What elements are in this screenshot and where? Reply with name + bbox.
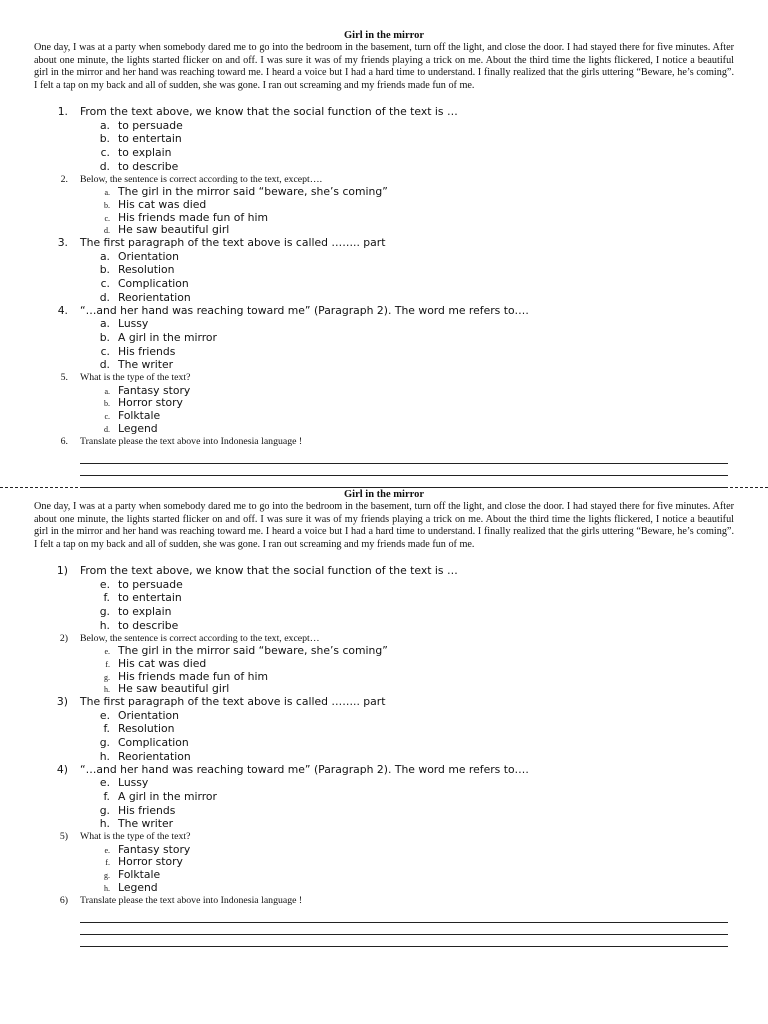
answer-option[interactable] <box>0 250 768 264</box>
option-text: Complication <box>118 736 189 750</box>
option-text: His friends <box>118 803 176 817</box>
option-text: His cat was died <box>118 197 207 211</box>
option-letter: a. <box>104 188 110 198</box>
question-number: 3) <box>56 695 68 709</box>
question-row <box>0 436 768 449</box>
option-text: The writer <box>118 817 174 831</box>
option-text: A girl in the mirror <box>118 330 217 344</box>
answer-option[interactable] <box>0 817 768 831</box>
option-letter: d. <box>99 290 110 304</box>
option-letter: b. <box>104 200 110 210</box>
option-letter: b. <box>99 132 110 146</box>
answer-option[interactable] <box>0 397 768 410</box>
answer-option[interactable] <box>0 591 768 605</box>
option-text: His cat was died <box>118 656 207 670</box>
option-text: He saw beautiful girl <box>118 223 230 237</box>
option-text: to explain <box>118 146 172 160</box>
option-text: Fantasy story <box>118 383 191 397</box>
answer-option[interactable] <box>0 199 768 212</box>
question-row <box>0 305 768 318</box>
option-letter: f. <box>105 659 110 669</box>
option-letter: h. <box>99 817 110 831</box>
question-item <box>0 305 768 373</box>
answer-option[interactable] <box>0 385 768 398</box>
option-letter: g. <box>99 605 110 619</box>
answer-option[interactable] <box>0 671 768 684</box>
answer-area[interactable] <box>80 911 728 947</box>
option-text: The writer <box>118 358 174 372</box>
option-text: Orientation <box>118 249 179 263</box>
option-text: Lussy <box>118 776 149 790</box>
question-list <box>0 565 768 907</box>
option-letter: d. <box>99 358 110 372</box>
answer-line[interactable] <box>80 452 728 464</box>
option-list <box>0 578 768 633</box>
story-title: Girl in the mirror <box>344 489 424 500</box>
option-letter: h. <box>104 685 110 695</box>
question-item <box>0 106 768 174</box>
option-text: He saw beautiful girl <box>118 682 230 696</box>
question-number: 5) <box>59 831 68 843</box>
question-item <box>0 565 768 633</box>
answer-option[interactable] <box>0 750 768 764</box>
question-list <box>0 106 768 448</box>
answer-line[interactable] <box>80 464 728 476</box>
answer-option[interactable] <box>0 331 768 345</box>
cut-here-divider <box>0 487 768 488</box>
answer-option[interactable] <box>0 263 768 277</box>
answer-option[interactable] <box>0 160 768 174</box>
story-paragraph: One day, I was at a party when somebody dared me to go into the bedroom in the basement, turn off the light, and close the door. I had stayed there for five minutes. After about one minute, the lights started flicker on and off. I was sure it was of my friends playing a trick on me. About the third time the lights flickered, I notice a beautiful girl in the mirror and her hand was reaching toward me. I heard a voice but I had a hard time to understand. I finally realized that the girls uttering “Beware, he’s coming”. I felt a tap on my back and all of sudden, she was gone. I ran out screaming and my friends made fun of me. <box>34 42 734 91</box>
question-text: Translate please the text above into Indonesia language ! <box>80 435 303 447</box>
answer-area[interactable] <box>80 452 728 488</box>
answer-option[interactable] <box>0 119 768 133</box>
question-item <box>0 237 768 305</box>
option-text: The girl in the mirror said “beware, she’s coming” <box>118 185 388 199</box>
option-text: Orientation <box>118 708 179 722</box>
option-text: to describe <box>118 159 179 173</box>
answer-option[interactable] <box>0 345 768 359</box>
question-item <box>0 696 768 764</box>
answer-option[interactable] <box>0 317 768 331</box>
answer-option[interactable] <box>0 869 768 882</box>
question-number: 3. <box>57 236 68 250</box>
question-item <box>0 895 768 908</box>
option-list <box>0 317 768 372</box>
answer-option[interactable] <box>0 423 768 436</box>
option-letter: e. <box>99 708 110 722</box>
question-number: 6) <box>59 894 68 906</box>
question-item <box>0 436 768 449</box>
question-row <box>0 106 768 119</box>
option-text: His friends <box>118 344 176 358</box>
answer-option[interactable] <box>0 277 768 291</box>
option-list <box>0 119 768 174</box>
option-text: Resolution <box>118 722 175 736</box>
question-item <box>0 764 768 832</box>
question-number: 4) <box>56 762 68 776</box>
story-paragraph: One day, I was at a party when somebody dared me to go into the bedroom in the basement, turn off the light, and close the door. I had stayed there for five minutes. After about one minute, the lights started flicker on and off. I was sure it was of my friends playing a trick on me. About the third time the lights flickered, I notice a beautiful girl in the mirror and her hand was reaching toward me. I heard a voice but I had a hard time to understand. I finally realized that the girls uttering “Beware, he’s coming”. I felt a tap on my back and all of sudden, she was gone. I ran out screaming and my friends made fun of me. <box>34 501 734 550</box>
answer-option[interactable] <box>0 186 768 199</box>
option-letter: a. <box>99 249 110 263</box>
question-number: 4. <box>57 303 68 317</box>
option-letter: c. <box>100 277 110 291</box>
question-text: From the text above, we know that the social function of the text is … <box>80 564 458 577</box>
question-item <box>0 831 768 895</box>
question-item <box>0 633 768 697</box>
answer-option[interactable] <box>0 804 768 818</box>
question-number: 6. <box>60 435 68 447</box>
option-text: Legend <box>118 880 158 894</box>
question-number: 5. <box>60 372 68 384</box>
option-letter: c. <box>100 146 110 160</box>
option-letter: g. <box>104 871 110 881</box>
question-number: 1) <box>56 564 68 577</box>
option-text: Lussy <box>118 317 149 331</box>
worksheet-bottom <box>0 489 768 947</box>
answer-line[interactable] <box>80 935 728 947</box>
option-letter: f. <box>103 789 110 803</box>
answer-option[interactable] <box>0 736 768 750</box>
answer-option[interactable] <box>0 132 768 146</box>
option-text: The girl in the mirror said “beware, she’s coming” <box>118 644 388 658</box>
option-list <box>0 186 768 237</box>
option-text: His friends made fun of him <box>118 669 268 683</box>
option-text: Complication <box>118 277 189 291</box>
option-text: to entertain <box>118 591 182 605</box>
option-letter: c. <box>104 412 110 422</box>
question-text: Below, the sentence is correct according to the text, except… <box>80 632 320 644</box>
option-text: to explain <box>118 605 172 619</box>
option-text: to entertain <box>118 132 182 146</box>
question-text: Translate please the text above into Indonesia language ! <box>80 894 303 906</box>
option-list <box>0 385 768 436</box>
question-item <box>0 174 768 238</box>
option-letter: d. <box>99 159 110 173</box>
question-text: Below, the sentence is correct according to the text, except…. <box>80 173 323 185</box>
question-row <box>0 895 768 908</box>
option-letter: e. <box>104 647 110 657</box>
answer-option[interactable] <box>0 291 768 305</box>
option-letter: h. <box>99 618 110 632</box>
option-letter: b. <box>99 263 110 277</box>
question-item <box>0 372 768 436</box>
option-text: Horror story <box>118 855 183 869</box>
answer-option[interactable] <box>0 856 768 869</box>
option-list <box>0 645 768 696</box>
option-letter: g. <box>99 736 110 750</box>
option-letter: e. <box>104 845 110 855</box>
option-letter: d. <box>104 226 110 236</box>
option-text: to describe <box>118 618 179 632</box>
option-letter: e. <box>99 776 110 790</box>
question-row <box>0 372 768 385</box>
option-text: Legend <box>118 421 158 435</box>
option-text: Horror story <box>118 396 183 410</box>
question-text: What is the type of the text? <box>80 831 191 843</box>
answer-option[interactable] <box>0 776 768 790</box>
question-row <box>0 831 768 844</box>
story-title: Girl in the mirror <box>344 30 424 41</box>
option-letter: a. <box>104 386 110 396</box>
option-text: His friends made fun of him <box>118 210 268 224</box>
question-row <box>0 696 768 709</box>
question-row <box>0 565 768 578</box>
question-text: The first paragraph of the text above is called …….. part <box>80 236 386 250</box>
question-number: 2. <box>60 173 68 185</box>
option-letter: f. <box>105 858 110 868</box>
option-list <box>0 709 768 764</box>
option-letter: c. <box>100 344 110 358</box>
option-letter: e. <box>99 577 110 591</box>
question-text: “…and her hand was reaching toward me” (Paragraph 2). The word me refers to…. <box>80 762 529 776</box>
option-letter: g. <box>99 803 110 817</box>
answer-option[interactable] <box>0 882 768 895</box>
option-list <box>0 844 768 895</box>
option-text: to persuade <box>118 577 183 591</box>
option-text: Reorientation <box>118 749 191 763</box>
option-letter: b. <box>99 330 110 344</box>
option-text: Resolution <box>118 263 175 277</box>
question-text: What is the type of the text? <box>80 372 191 384</box>
answer-option[interactable] <box>0 722 768 736</box>
option-text: Folktale <box>118 868 161 882</box>
option-list <box>0 250 768 305</box>
option-letter: g. <box>104 672 110 682</box>
option-letter: a. <box>99 317 110 331</box>
option-letter: a. <box>99 118 110 132</box>
answer-option[interactable] <box>0 790 768 804</box>
answer-option[interactable] <box>0 844 768 857</box>
question-row <box>0 764 768 777</box>
answer-option[interactable] <box>0 410 768 423</box>
answer-option[interactable] <box>0 619 768 633</box>
answer-option[interactable] <box>0 645 768 658</box>
option-text: Reorientation <box>118 290 191 304</box>
answer-option[interactable] <box>0 658 768 671</box>
option-text: Folktale <box>118 409 161 423</box>
answer-line[interactable] <box>80 911 728 923</box>
answer-option[interactable] <box>0 709 768 723</box>
option-letter: f. <box>103 722 110 736</box>
answer-option[interactable] <box>0 358 768 372</box>
option-letter: f. <box>103 591 110 605</box>
option-list <box>0 776 768 831</box>
answer-option[interactable] <box>0 578 768 592</box>
worksheet-top <box>0 30 768 488</box>
option-text: Fantasy story <box>118 842 191 856</box>
answer-option[interactable] <box>0 212 768 225</box>
question-number: 1. <box>57 105 68 118</box>
question-text: From the text above, we know that the social function of the text is … <box>80 105 458 118</box>
option-letter: b. <box>104 399 110 409</box>
option-letter: c. <box>104 213 110 223</box>
answer-option[interactable] <box>0 605 768 619</box>
option-text: A girl in the mirror <box>118 789 217 803</box>
option-letter: d. <box>104 424 110 434</box>
question-number: 2) <box>59 632 68 644</box>
option-text: to persuade <box>118 118 183 132</box>
answer-line[interactable] <box>80 923 728 935</box>
answer-option[interactable] <box>0 146 768 160</box>
question-row <box>0 237 768 250</box>
question-text: “…and her hand was reaching toward me” (Paragraph 2). The word me refers to…. <box>80 303 529 317</box>
option-letter: h. <box>99 749 110 763</box>
question-text: The first paragraph of the text above is called …….. part <box>80 695 386 709</box>
option-letter: h. <box>104 883 110 893</box>
